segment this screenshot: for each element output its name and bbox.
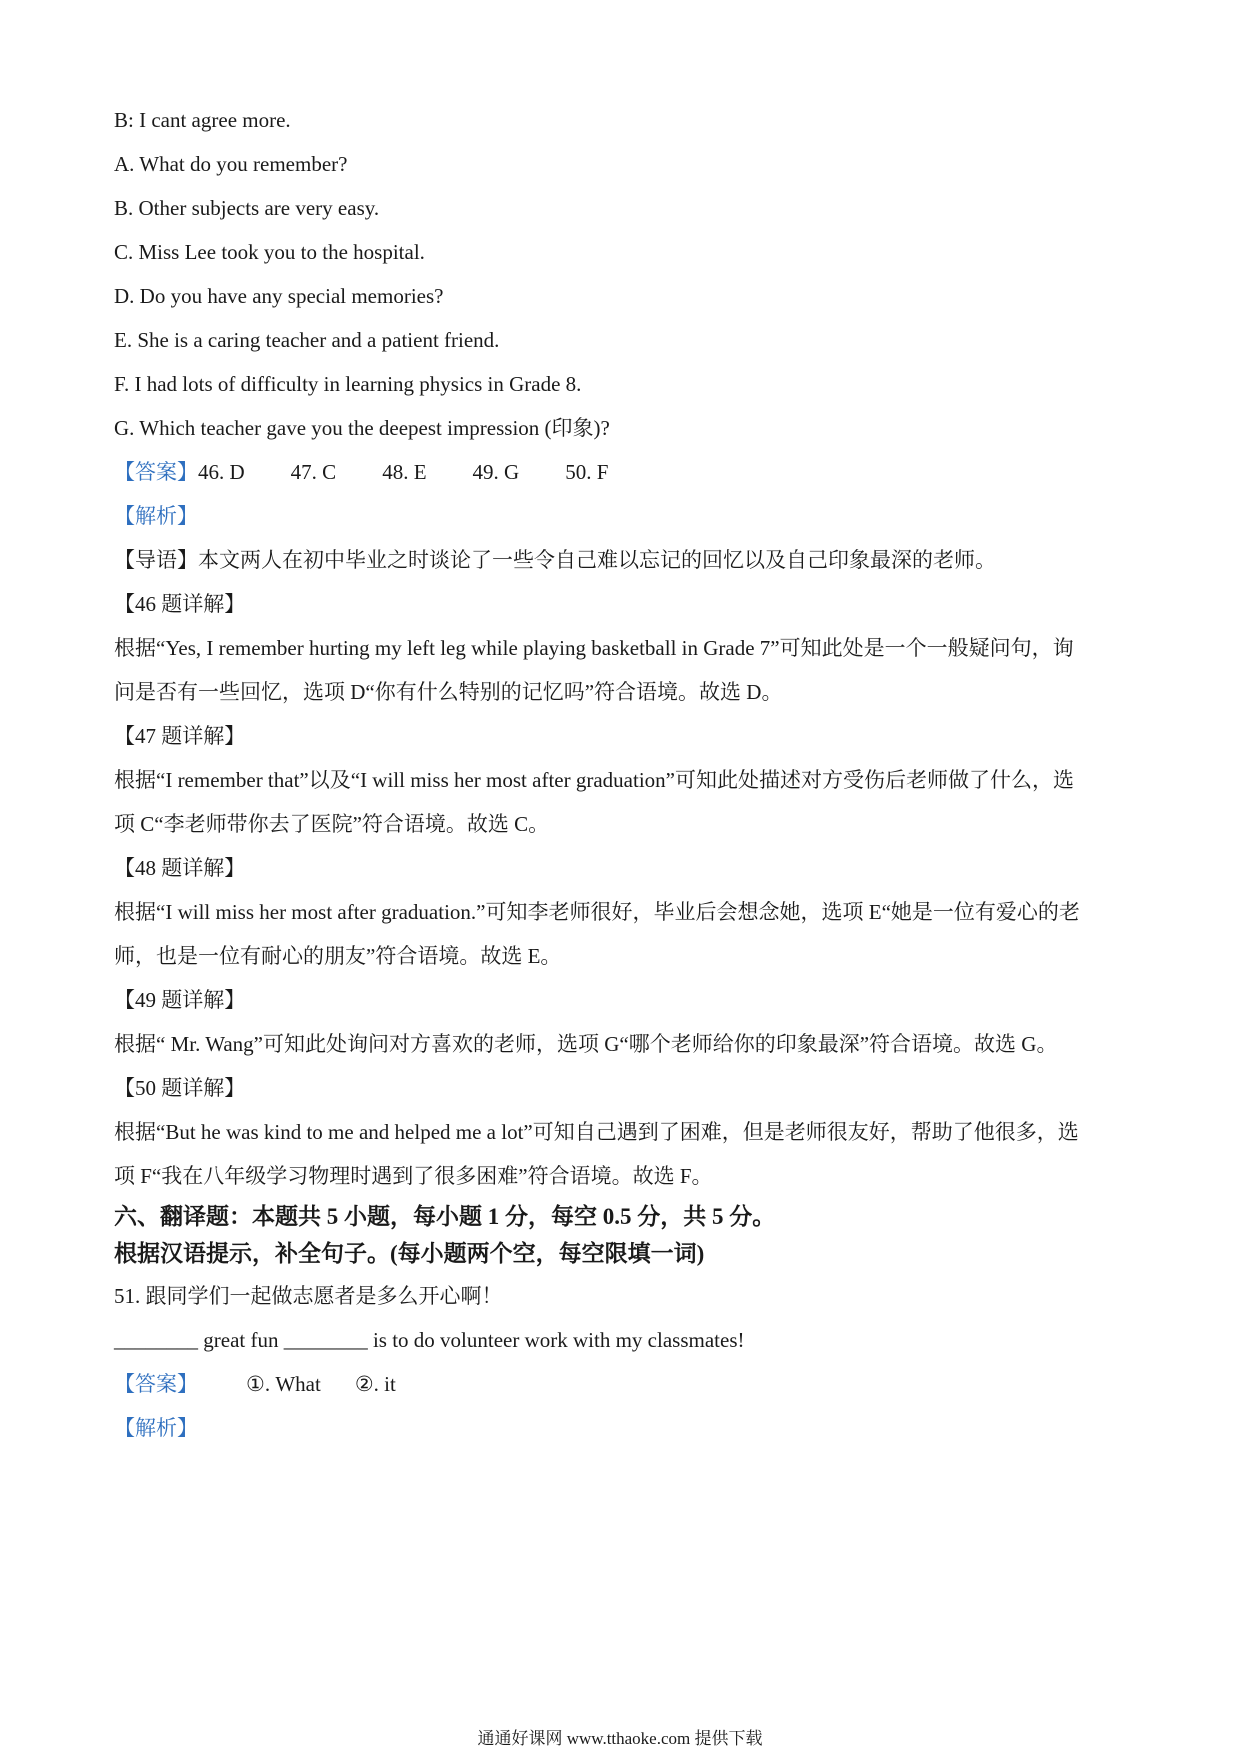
q47-text-1: 根据“I remember that”以及“I will miss her most after graduation”可知此处描述对方受伤后老师做了什么，选: [114, 768, 1074, 792]
answer-tag: 【答案】: [114, 460, 198, 484]
q46-title: 【46 题详解】: [114, 592, 246, 616]
dialog-line: B: I cant agree more.: [114, 108, 291, 132]
q50-text-2: 项 F“我在八年级学习物理时遇到了很多困难”符合语境。故选 F。: [114, 1164, 713, 1188]
section-instruction: 根据汉语提示，补全句子。(每小题两个空，每空限填一词): [114, 1241, 705, 1266]
q46-text-2: 问是否有一些回忆，选项 D“你有什么特别的记忆吗”符合语境。故选 D。: [114, 680, 783, 704]
answer-row: [114, 457, 1120, 487]
q48-text-1: 根据“I will miss her most after graduation.”可知李老师很好，毕业后会想念她，选项 E“她是一位有爱心的老: [114, 900, 1080, 924]
q47-title: 【47 题详解】: [114, 724, 246, 748]
q51-answer-1: ①. What: [246, 1372, 321, 1396]
q50-text-1: 根据“But he was kind to me and helped me a lot”可知自己遇到了困难，但是老师很友好，帮助了他很多，选: [114, 1120, 1079, 1144]
answer-item: 48. E: [382, 460, 427, 484]
section-heading: 六、翻译题：本题共 5 小题，每小题 1 分，每空 0.5 分，共 5 分。: [114, 1204, 776, 1229]
q51-sentence: ________ great fun ________ is to do volunteer work with my classmates!: [114, 1328, 745, 1352]
answer-item: 47. C: [290, 460, 337, 484]
q51-analysis-tag: 【解析】: [114, 1416, 198, 1440]
answer-item: 50. F: [565, 460, 609, 484]
q49-text-1: 根据“ Mr. Wang”可知此处询问对方喜欢的老师，选项 G“哪个老师给你的印象最深”符合语境。故选 G。: [114, 1032, 1058, 1056]
q51-prompt: 51. 跟同学们一起做志愿者是多么开心啊！: [114, 1284, 503, 1308]
option-f: F. I had lots of difficulty in learning physics in Grade 8.: [114, 372, 582, 396]
q46-text-1: 根据“Yes, I remember hurting my left leg while playing basketball in Grade 7”可知此处是一个一般疑问句，询: [114, 636, 1074, 660]
q48-text-2: 师，也是一位有耐心的朋友”符合语境。故选 E。: [114, 944, 562, 968]
q49-title: 【49 题详解】: [114, 988, 246, 1012]
q51-answer-2: ②. it: [354, 1372, 396, 1396]
page-footer: 通通好课网 www.tthaoke.com 提供下载: [477, 1729, 763, 1748]
q48-title: 【48 题详解】: [114, 856, 246, 880]
answer-item: 49. G: [472, 460, 520, 484]
option-b: B. Other subjects are very easy.: [114, 196, 380, 220]
q47-text-2: 项 C“李老师带你去了医院”符合语境。故选 C。: [114, 812, 550, 836]
q51-answer-row: [114, 1369, 1120, 1399]
option-d: D. Do you have any special memories?: [114, 284, 444, 308]
option-e: E. She is a caring teacher and a patient friend.: [114, 328, 500, 352]
option-a: A. What do you remember?: [114, 152, 348, 176]
option-g: G. Which teacher gave you the deepest impression (印象)?: [114, 416, 610, 440]
analysis-tag: 【解析】: [114, 504, 198, 528]
answer-item: 46. D: [198, 460, 245, 484]
option-c: C. Miss Lee took you to the hospital.: [114, 240, 425, 264]
guide-text: 【导语】本文两人在初中毕业之时谈论了一些令自己难以忘记的回忆以及自己印象最深的老师。: [114, 548, 996, 572]
q50-title: 【50 题详解】: [114, 1076, 246, 1100]
answer-tag: 【答案】: [114, 1372, 198, 1396]
